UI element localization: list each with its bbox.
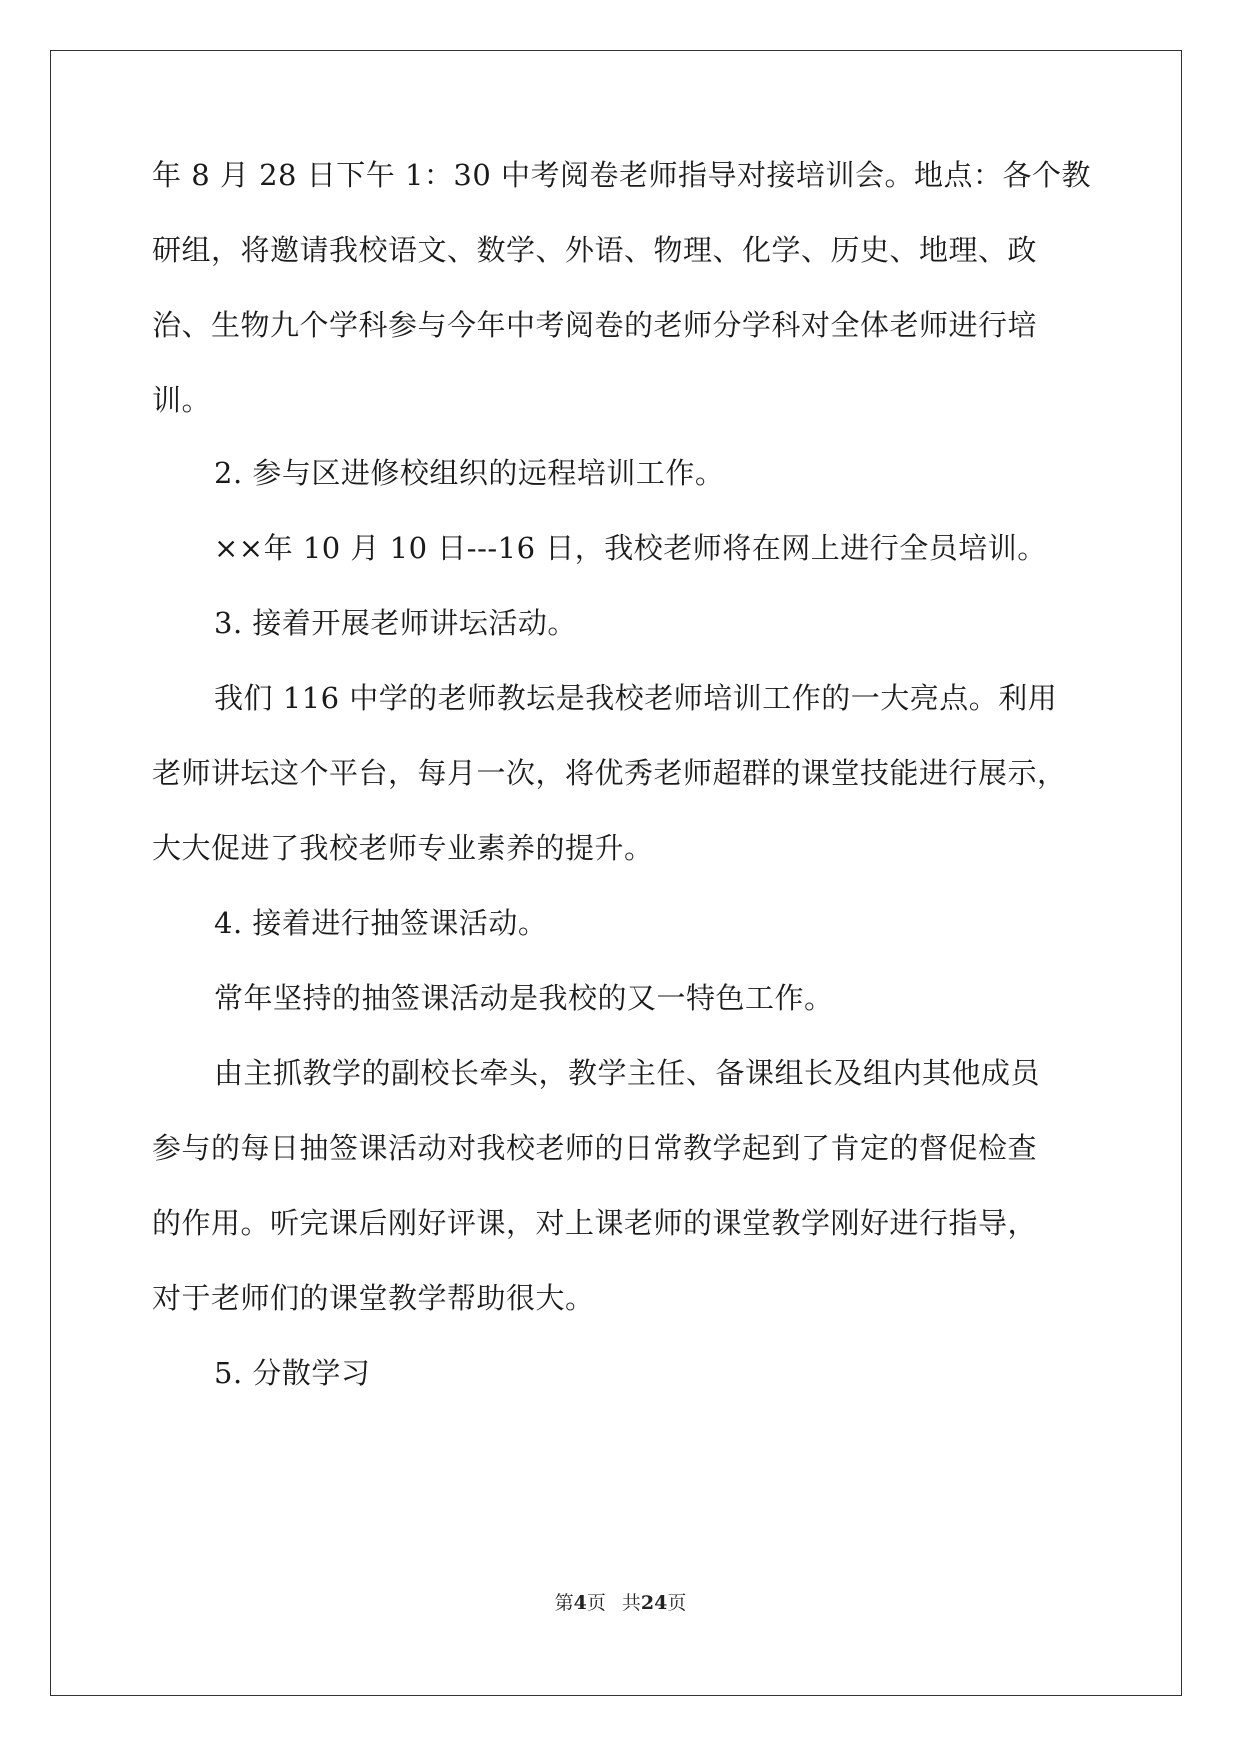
- list-heading-4: 4. 接着进行抽签课活动。: [214, 906, 548, 940]
- page-border: [50, 50, 1182, 1696]
- page-number-suffix: 页: [586, 1592, 606, 1614]
- body-text-line: 我们 116 中学的老师教坛是我校老师培训工作的一大亮点。利用: [214, 681, 1058, 715]
- page-total-prefix: 共: [621, 1592, 641, 1614]
- page-total-count: 24: [640, 1592, 668, 1614]
- body-text-line: 老师讲坛这个平台，每月一次，将优秀老师超群的课堂技能进行展示，: [152, 756, 1067, 790]
- body-text-line: 的作用。听完课后刚好评课，对上课老师的课堂教学刚好进行指导，: [152, 1206, 1038, 1240]
- body-text-line: 训。: [152, 383, 212, 417]
- list-heading-3: 3. 接着开展老师讲坛活动。: [214, 606, 577, 640]
- list-heading-2: 2. 参与区进修校组织的远程培训工作。: [214, 456, 725, 490]
- body-text-line: 研组，将邀请我校语文、数学、外语、物理、化学、历史、地理、政: [152, 233, 1038, 267]
- list-heading-5: 5. 分散学习: [214, 1356, 371, 1390]
- body-text-line: 由主抓教学的副校长牵头，教学主任、备课组长及组内其他成员: [214, 1056, 1041, 1090]
- page-total-suffix: 页: [667, 1592, 687, 1614]
- page-number-prefix: 第: [554, 1592, 574, 1614]
- body-text-line: ××年 10 月 10 日---16 日，我校老师将在网上进行全员培训。: [214, 531, 1047, 565]
- body-text-line: 治、生物九个学科参与今年中考阅卷的老师分学科对全体老师进行培: [152, 308, 1038, 342]
- body-text-line: 常年坚持的抽签课活动是我校的又一特色工作。: [214, 981, 834, 1015]
- body-text-line: 参与的每日抽签课活动对我校老师的日常教学起到了肯定的督促检查: [152, 1131, 1038, 1165]
- body-text-line: 对于老师们的课堂教学帮助很大。: [152, 1281, 595, 1315]
- page-footer: [0, 1588, 1241, 1615]
- page-number-current: 4: [573, 1592, 587, 1614]
- body-text-line: 年 8 月 28 日下午 1：30 中考阅卷老师指导对接培训会。地点：各个教: [152, 158, 1092, 192]
- body-text-line: 大大促进了我校老师专业素养的提升。: [152, 831, 654, 865]
